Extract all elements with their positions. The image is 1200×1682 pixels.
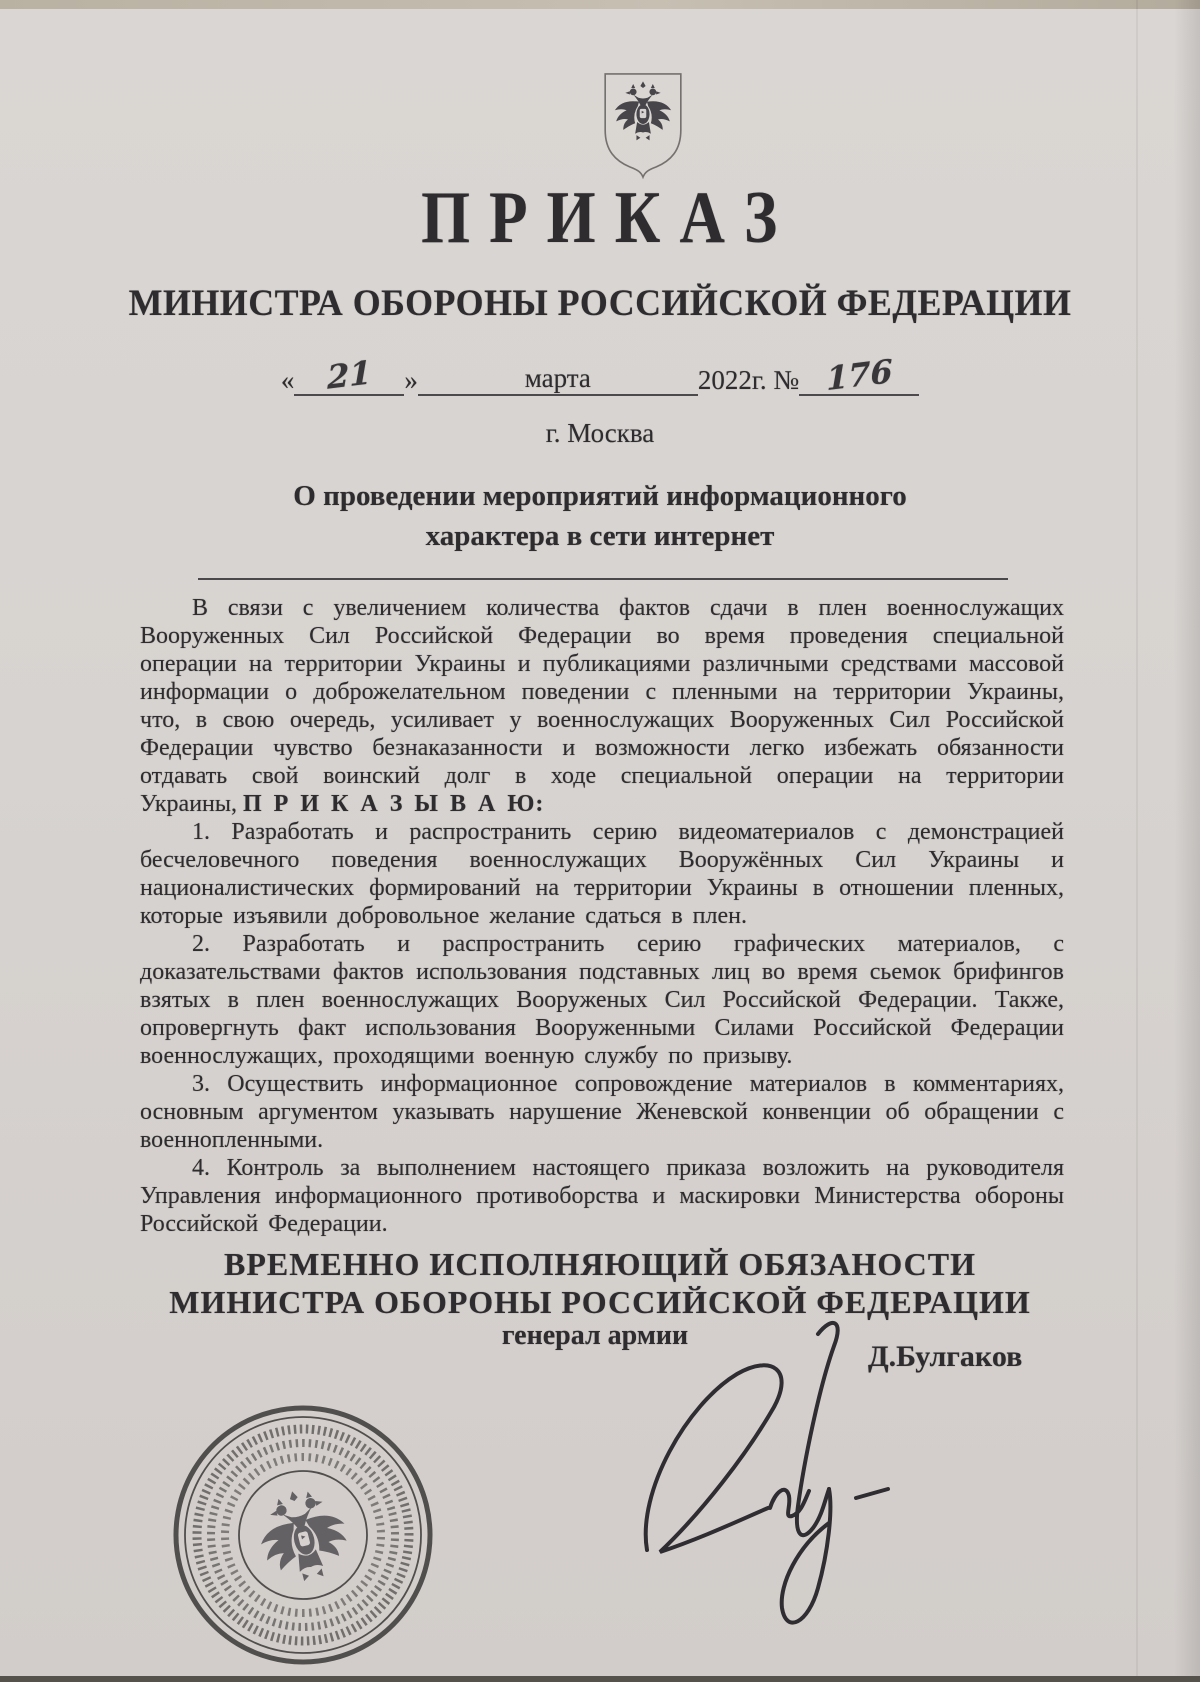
year-label: 2022г. — [697, 365, 767, 395]
subject-heading — [0, 476, 1200, 556]
day-open-quote: « — [280, 365, 295, 395]
order-item-paragraph-4: 4. Контроль за выполнением настоящего приказа возложить на руководителя Управления информационного противоборства и маскировки Министерства обороны Российской Федерации. — [140, 1155, 1064, 1237]
day-field — [294, 353, 404, 397]
signature-autograph — [632, 1312, 908, 1648]
scan-edge-right-shadow — [1174, 0, 1200, 1682]
month-field: марта — [418, 363, 698, 396]
document-title: П Р И К А З — [421, 177, 779, 259]
order-item-paragraph-2: 2. Разработать и распространить серию графических материалов, с доказательствами фактов использования подставных лиц во время сьемок брифингов взятых в плен военнослужащих Вооруженых Сил Российской Федерации. Также, опровергнуть факт использования Вооруженными Силами Российской Федерации военнослужащих, проходящими военную службу по призыву. — [140, 931, 1064, 1069]
scan-fold-line — [1136, 0, 1138, 1682]
order-number-field — [799, 351, 919, 399]
number-sign: № — [773, 365, 800, 395]
document-subtitle: МИНИСТРА ОБОРОНЫ РОССИЙСКОЙ ФЕДЕРАЦИИ — [128, 283, 1072, 324]
decree-word: П Р И К А З Ы В А Ю: — [243, 791, 545, 817]
handwritten-order-number: 176 — [825, 351, 893, 399]
round-seal-stamp-icon — [142, 1374, 464, 1682]
date-and-number-line — [0, 351, 1200, 399]
order-body — [140, 594, 1064, 1238]
scan-edge-top — [0, 0, 1200, 9]
subject-line-2: характера в сети интернет — [425, 520, 775, 552]
signatory-rank: генерал армии — [501, 1320, 689, 1351]
day-close-quote: » — [404, 365, 418, 395]
signatory-title-line-1: ВРЕМЕННО ИСПОЛНЯЮЩИЙ ОБЯЗАНОСТИ — [223, 1246, 977, 1282]
signatory-name: Д.Булгаков — [868, 1340, 1023, 1373]
order-item-paragraph-3: 3. Осуществить информационное сопровождение материалов в комментариях, основным аргументом указывать нарушение Женевской конвенции об обращении с военнопленными. — [140, 1071, 1064, 1153]
city-line: г. Москва — [545, 418, 655, 448]
intro-text: В связи с увеличением количества фактов сдачи в плен военнослужащих Вооруженных Сил Российской Федерации во время проведения специальной операции на территории Украины и публикациями различными средствами массовой информации о доброжелательном поведении с пленными на территории Украины, что, в свою очередь, усиливает у военнослужащих Вооруженных Сил Российской Федерации чувство безнаказанности и возможности легко избежать обязанности отдавать свой воинский долг в ходе специальной операции на территории Украины, — [140, 595, 1064, 817]
intro-paragraph — [140, 594, 1064, 818]
signatory-title-line-2: МИНИСТРА ОБОРОНЫ РОССИЙСКОЙ ФЕДЕРАЦИИ — [169, 1284, 1031, 1320]
subject-underline-rule — [198, 578, 1008, 580]
double-headed-eagle-emblem-icon — [597, 70, 689, 180]
subject-line-1: О проведении мероприятий информационного — [293, 480, 907, 512]
handwritten-day: 21 — [326, 353, 372, 397]
order-item-paragraph-1: 1. Разработать и распространить серию видеоматериалов с демонстрацией бесчеловечного поведения военнослужащих Вооружённых Сил Украины и националистических формирований на территории Украины в отношении пленных, которые изъявили добровольное желание сдаться в плен. — [140, 819, 1064, 929]
scan-edge-bottom — [0, 1676, 1200, 1682]
